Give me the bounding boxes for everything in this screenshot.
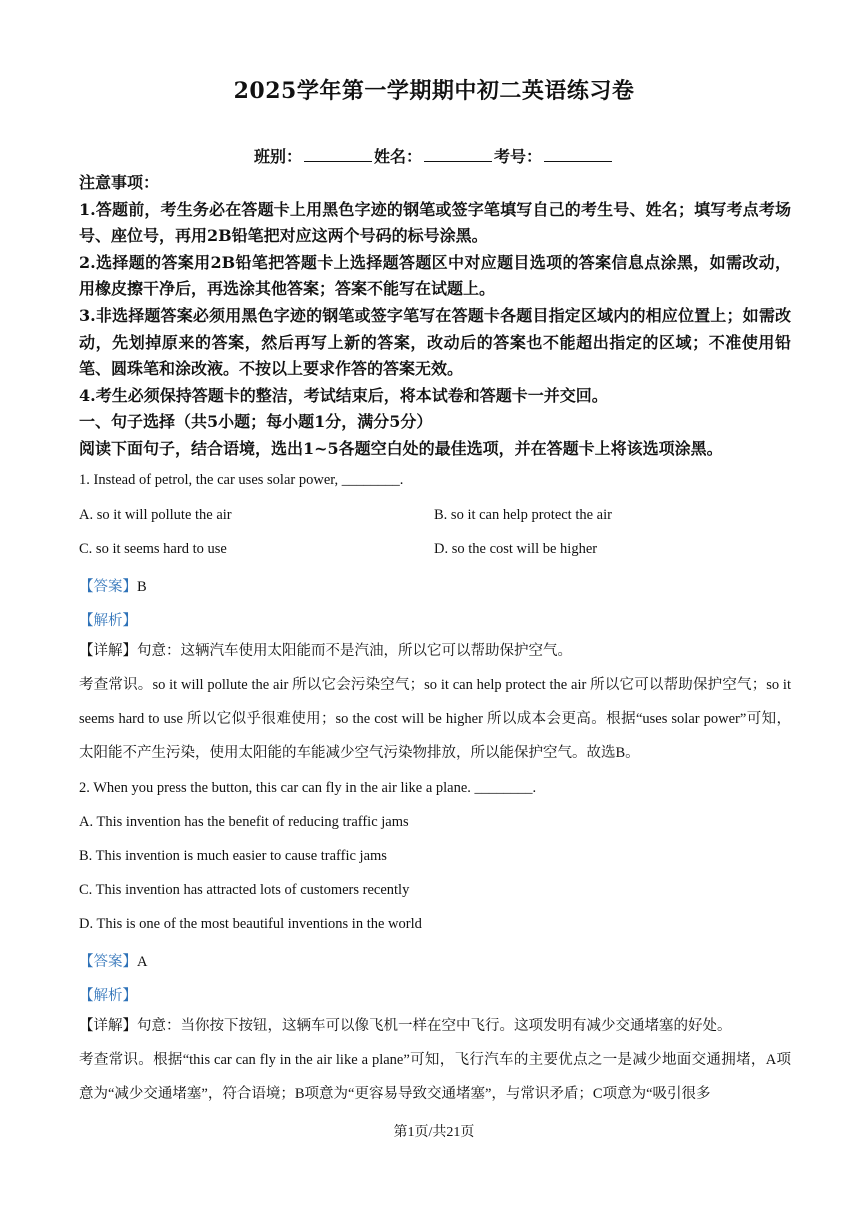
answer-value: B <box>137 579 147 595</box>
detail-line: 【详解】句意：这辆汽车使用太阳能而不是汽油，所以它可以帮助保护空气。 <box>79 643 572 659</box>
answer-tag: 【答案】 <box>79 954 137 970</box>
name-label: 姓名： <box>373 147 422 166</box>
note-item-2: 2.选择题的答案用2B铅笔把答题卡上选择题答题区中对应题目选项的答案信息点涂黑，如需改动，用橡皮擦干净后，再选涂其他答案；答案不能写在试题上。 <box>79 252 791 299</box>
question-1-option-c: C. so it seems hard to use <box>79 541 227 557</box>
note-item-4: 4.考生必须保持答题卡的整洁，考试结束后，将本试卷和答题卡一并交回。 <box>79 385 608 405</box>
page-footer: 第1页/共21页 <box>393 1125 475 1140</box>
detail-line: 【详解】句意：当你按下按钮，这辆车可以像飞机一样在空中飞行。这项发明有减少交通堵塞的好处。 <box>79 1018 732 1034</box>
answer-tag: 【答案】 <box>79 579 137 595</box>
student-info-line <box>0 144 868 167</box>
notes-block <box>79 170 791 463</box>
question-2-stem: 2. When you press the button, this car can fly in the air like a plane. ________. <box>79 780 537 796</box>
question-1-answer <box>79 575 147 596</box>
detail-tag: 【详解】 <box>79 643 137 659</box>
note-item-1: 1.答题前，考生务必在答题卡上用黑色字迹的钢笔或签字笔填写自己的考生号、姓名；填写考点考场号、座位号，再用2B铅笔把对应这两个号码的标号涂黑。 <box>79 199 791 246</box>
number-blank <box>544 147 612 162</box>
detail-line: 考查常识。根据“this car can fly in the air like a plane”可知，飞行汽车的主要优点之一是减少地面交通拥堵，A项意为“减少交通堵塞”，符合语境；B项意为“更容易导致交通堵塞”，与常识矛盾；C项意为“吸引很多 <box>79 1052 791 1102</box>
question-1-detail <box>79 634 791 770</box>
question-2-option-b: B. This invention is much easier to cause traffic jams <box>79 848 387 864</box>
page-title: 2025学年第一学期期中初二英语练习卷 <box>233 78 635 104</box>
question-1-analysis-tag <box>79 609 137 630</box>
class-label: 班别： <box>253 147 302 166</box>
notes-heading: 注意事项： <box>79 173 160 192</box>
analysis-tag: 【解析】 <box>79 988 137 1004</box>
number-label: 考号： <box>494 147 543 166</box>
section-instruction: 阅读下面句子，结合语境，选出1~5各题空白处的最佳选项，并在答题卡上将该选项涂黑。 <box>79 438 723 458</box>
analysis-tag: 【解析】 <box>79 613 137 629</box>
class-blank <box>304 147 372 162</box>
question-2-option-a: A. This invention has the benefit of reducing traffic jams <box>79 814 409 830</box>
question-2-option-d: D. This is one of the most beautiful inventions in the world <box>79 916 422 932</box>
question-1-option-d: D. so the cost will be higher <box>434 541 598 557</box>
question-2-analysis-tag <box>79 984 137 1005</box>
question-2-answer <box>79 950 147 971</box>
detail-tag: 【详解】 <box>79 1018 137 1034</box>
question-1-stem: 1. Instead of petrol, the car uses solar power, ________. <box>79 472 404 488</box>
section-title: 一、句子选择（共5小题；每小题1分，满分5分） <box>79 412 433 432</box>
note-item-3: 3.非选择题答案必须用黑色字迹的钢笔或签字笔写在答题卡各题目指定区域内的相应位置上；如需改动，先划掉原来的答案，然后再写上新的答案，改动后的答案也不能超出指定的区域；不准使用铅笔、圆珠笔和涂改液。不按以上要求作答的答案无效。 <box>79 305 791 379</box>
question-2-option-c: C. This invention has attracted lots of customers recently <box>79 882 410 898</box>
question-2-detail <box>79 1009 791 1111</box>
answer-value: A <box>137 954 148 970</box>
detail-line: 考查常识。so it will pollute the air 所以它会污染空气；so it can help protect the air 所以它可以帮助保护空气；so it seems hard to use 所以它似乎很难使用；so the cost will be higher 所以成本会更高。根据“uses solar power”可知，太阳能不产生污染，使用太阳能的车能减少空气污染物排放，所以能保护空气。故选B。 <box>79 677 791 761</box>
question-1-option-b: B. so it can help protect the air <box>434 507 612 523</box>
question-1-option-a: A. so it will pollute the air <box>79 507 232 523</box>
name-blank <box>424 147 492 162</box>
